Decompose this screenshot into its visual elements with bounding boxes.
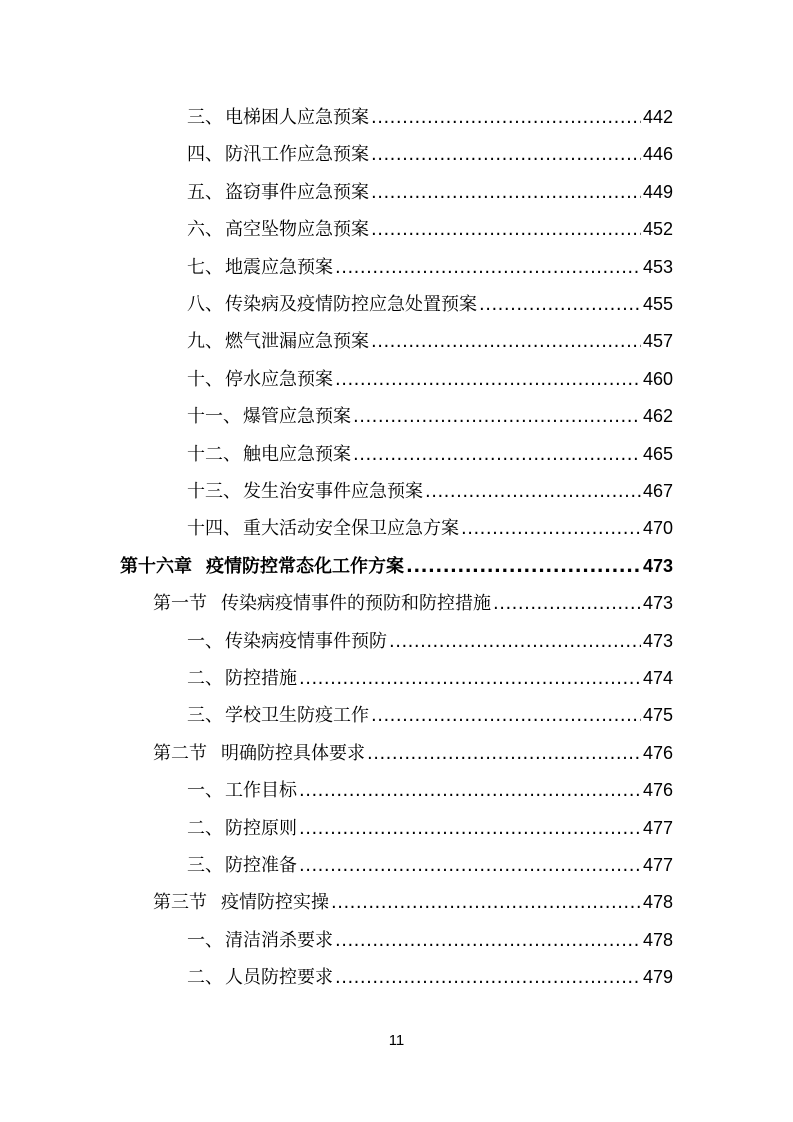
toc-entry-page: 449: [642, 182, 673, 202]
toc-entry-title: 学校卫生防疫工作: [225, 705, 369, 726]
toc-entry-title: 清洁消杀要求: [225, 930, 333, 951]
toc-item-entry[interactable]: [187, 137, 673, 171]
toc-entry-number: 第十六章: [120, 556, 192, 577]
toc-dot-leader: [371, 138, 641, 172]
toc-entry-number: 二、: [187, 818, 223, 839]
toc-entry-number: 十、: [187, 369, 223, 390]
toc-entry-page: 453: [642, 257, 673, 277]
toc-entry-page: 446: [642, 144, 673, 164]
toc-entry-title: 传染病及疫情防控应急处置预案: [225, 294, 477, 315]
toc-item-entry[interactable]: [187, 212, 673, 246]
toc-item-entry[interactable]: [187, 848, 673, 882]
toc-entry-number: 八、: [187, 294, 223, 315]
toc-item-entry[interactable]: [187, 624, 673, 658]
toc-entry-page: 465: [642, 444, 673, 464]
toc-entry-title: 防控准备: [225, 855, 297, 876]
toc-dot-leader: [353, 438, 641, 472]
toc-section-entry[interactable]: [153, 885, 673, 919]
toc-entry-number: 三、: [187, 107, 223, 128]
toc-dot-leader: [389, 625, 641, 659]
toc-entry-number: 三、: [187, 705, 223, 726]
toc-entry-page: 477: [642, 818, 673, 838]
toc-item-entry[interactable]: [187, 399, 673, 433]
toc-dot-leader: [367, 737, 641, 771]
toc-entry-number: 十四、: [187, 518, 241, 539]
toc-dot-leader: [335, 363, 641, 397]
toc-entry-page: 473: [642, 631, 673, 651]
toc-dot-leader: [331, 886, 641, 920]
toc-item-entry[interactable]: [187, 511, 673, 545]
toc-dot-leader: [299, 774, 641, 808]
toc-entry-title: 高空坠物应急预案: [225, 219, 369, 240]
toc-entry-page: 452: [642, 219, 673, 239]
toc-item-entry[interactable]: [187, 287, 673, 321]
toc-entry-title: 人员防控要求: [225, 967, 333, 988]
toc-dot-leader: [371, 325, 641, 359]
toc-item-entry[interactable]: [187, 362, 673, 396]
toc-item-entry[interactable]: [187, 100, 673, 134]
toc-entry-page: 476: [642, 780, 673, 800]
toc-item-entry[interactable]: [187, 474, 673, 508]
toc-item-entry[interactable]: [187, 773, 673, 807]
toc-entry-number: 十一、: [187, 406, 241, 427]
toc-entry-title: 爆管应急预案: [243, 406, 351, 427]
toc-dot-leader: [371, 176, 641, 210]
toc-entry-title: 地震应急预案: [225, 257, 333, 278]
toc-entry-title: 明确防控具体要求: [221, 743, 365, 764]
toc-entry-title: 停水应急预案: [225, 369, 333, 390]
toc-item-entry[interactable]: [187, 698, 673, 732]
toc-entry-number: 十二、: [187, 444, 241, 465]
toc-entry-page: 477: [642, 855, 673, 875]
toc-dot-leader: [493, 587, 641, 621]
toc-dot-leader: [371, 101, 641, 135]
toc-entry-page: 462: [642, 406, 673, 426]
toc-entry-page: 460: [642, 369, 673, 389]
toc-item-entry[interactable]: [187, 437, 673, 471]
toc-entry-title: 燃气泄漏应急预案: [225, 331, 369, 352]
toc-item-entry[interactable]: [187, 324, 673, 358]
toc-item-entry[interactable]: [187, 661, 673, 695]
toc-item-entry[interactable]: [187, 811, 673, 845]
toc-entry-number: 二、: [187, 668, 223, 689]
toc-dot-leader: [406, 550, 641, 584]
toc-entry-number: 十三、: [187, 481, 241, 502]
toc-entry-title: 传染病疫情事件的预防和防控措施: [221, 593, 491, 614]
toc-section-entry[interactable]: [153, 736, 673, 770]
toc-entry-title: 发生治安事件应急预案: [243, 481, 423, 502]
toc-entry-title: 防汛工作应急预案: [225, 144, 369, 165]
toc-entry-title: 盗窃事件应急预案: [225, 182, 369, 203]
toc-chapter-entry[interactable]: [120, 549, 673, 583]
toc-dot-leader: [371, 213, 641, 247]
toc-entry-title: 传染病疫情事件预防: [225, 631, 387, 652]
toc-entry-page: 478: [642, 892, 673, 912]
toc-entry-number: 九、: [187, 331, 223, 352]
toc-entry-page: 473: [642, 593, 673, 613]
toc-entry-number: 第三节: [153, 892, 207, 913]
toc-entry-title: 疫情防控实操: [221, 892, 329, 913]
toc-entry-page: 479: [642, 967, 673, 987]
toc-entry-page: 478: [642, 930, 673, 950]
toc-entry-title: 疫情防控常态化工作方案: [206, 556, 404, 577]
toc-item-entry[interactable]: [187, 923, 673, 957]
toc-entry-page: 455: [642, 294, 673, 314]
toc-dot-leader: [461, 512, 641, 546]
toc-item-entry[interactable]: [187, 175, 673, 209]
toc-item-entry[interactable]: [187, 960, 673, 994]
toc-entry-title: 电梯困人应急预案: [225, 107, 369, 128]
toc-entry-number: 三、: [187, 855, 223, 876]
toc-entry-number: 一、: [187, 930, 223, 951]
toc-entry-number: 七、: [187, 257, 223, 278]
toc-dot-leader: [425, 475, 641, 509]
toc-dot-leader: [299, 812, 641, 846]
toc-item-entry[interactable]: [187, 250, 673, 284]
toc-entry-number: 六、: [187, 219, 223, 240]
toc-section-entry[interactable]: [153, 586, 673, 620]
toc-entry-number: 四、: [187, 144, 223, 165]
toc-entry-title: 工作目标: [225, 780, 297, 801]
toc-entry-page: 475: [642, 705, 673, 725]
toc-entry-number: 一、: [187, 780, 223, 801]
toc-dot-leader: [299, 849, 641, 883]
toc-entry-number: 一、: [187, 631, 223, 652]
toc-entry-title: 重大活动安全保卫应急方案: [243, 518, 459, 539]
toc-entry-number: 二、: [187, 967, 223, 988]
toc-entry-title: 防控原则: [225, 818, 297, 839]
toc-entry-page: 473: [642, 556, 673, 576]
toc-entry-title: 防控措施: [225, 668, 297, 689]
toc-entry-number: 第二节: [153, 743, 207, 764]
toc-entry-page: 442: [642, 107, 673, 127]
toc-entry-page: 476: [642, 743, 673, 763]
toc-entry-number: 第一节: [153, 593, 207, 614]
toc-entry-number: 五、: [187, 182, 223, 203]
toc-entry-page: 457: [642, 331, 673, 351]
toc-dot-leader: [479, 288, 641, 322]
toc-dot-leader: [335, 251, 641, 285]
page-number: 11: [388, 1032, 405, 1049]
toc-entry-title: 触电应急预案: [243, 444, 351, 465]
toc-dot-leader: [371, 699, 641, 733]
toc-dot-leader: [335, 961, 641, 995]
toc-dot-leader: [353, 400, 641, 434]
toc-entry-page: 474: [642, 668, 673, 688]
toc-entry-page: 470: [642, 518, 673, 538]
toc-dot-leader: [299, 662, 641, 696]
toc-dot-leader: [335, 924, 641, 958]
toc-entry-page: 467: [642, 481, 673, 501]
